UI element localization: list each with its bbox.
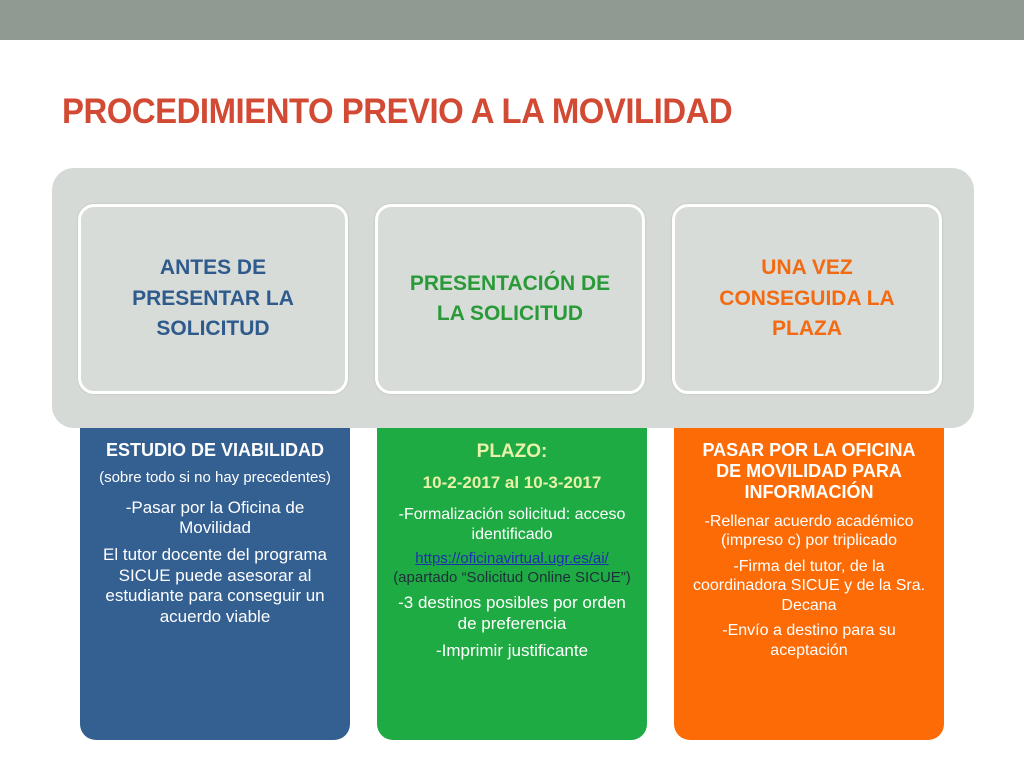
header-box-application-submission: PRESENTACIÓN DE LA SOLICITUD <box>375 204 645 394</box>
column-feasibility-study <box>80 428 350 740</box>
date-range: 10-2-2017 al 10-3-2017 <box>422 472 602 492</box>
top-bar <box>0 0 1024 40</box>
link-note: (apartado “Solicitud Online SICUE”) <box>393 568 631 586</box>
column-item: -3 destinos posibles por orden de preferencia <box>398 593 626 633</box>
header-box-after-place-obtained: UNA VEZ CONSEGUIDA LA PLAZA <box>672 204 942 394</box>
column-title: PLAZO: <box>476 441 548 462</box>
column-item: -Firma del tutor, de la coordinadora SICUE y de la Sra. Decana <box>692 557 926 614</box>
column-item: -Envío a destino para su aceptación <box>722 622 896 659</box>
link-container <box>391 550 633 569</box>
column-deadline <box>377 428 647 740</box>
column-item: -Imprimir justificante <box>435 640 589 660</box>
online-office-link[interactable]: https://oficinavirtual.ugr.es/ai/ <box>415 550 609 568</box>
column-item: -Rellenar acuerdo académico (impreso c) por triplicado <box>704 512 914 550</box>
column-title: PASAR POR LA OFICINA DE MOVILIDAD PARA INFORMACIÓN <box>702 440 916 503</box>
column-subtitle: (sobre todo si no hay precedentes) <box>99 469 331 487</box>
column-item: -Formalización solicitud: acceso identificado <box>398 506 626 543</box>
column-mobility-office <box>674 428 944 740</box>
column-title: ESTUDIO DE VIABILIDAD <box>105 440 324 460</box>
header-box-before-application: ANTES DE PRESENTAR LA SOLICITUD <box>78 204 348 394</box>
column-item: -Pasar por la Oficina de Movilidad <box>125 497 305 538</box>
slide-title: PROCEDIMIENTO PREVIO A LA MOVILIDAD <box>62 92 733 131</box>
column-item: El tutor docente del programa SICUE puede asesorar al estudiante para conseguir un acuerdo viable <box>103 545 327 627</box>
